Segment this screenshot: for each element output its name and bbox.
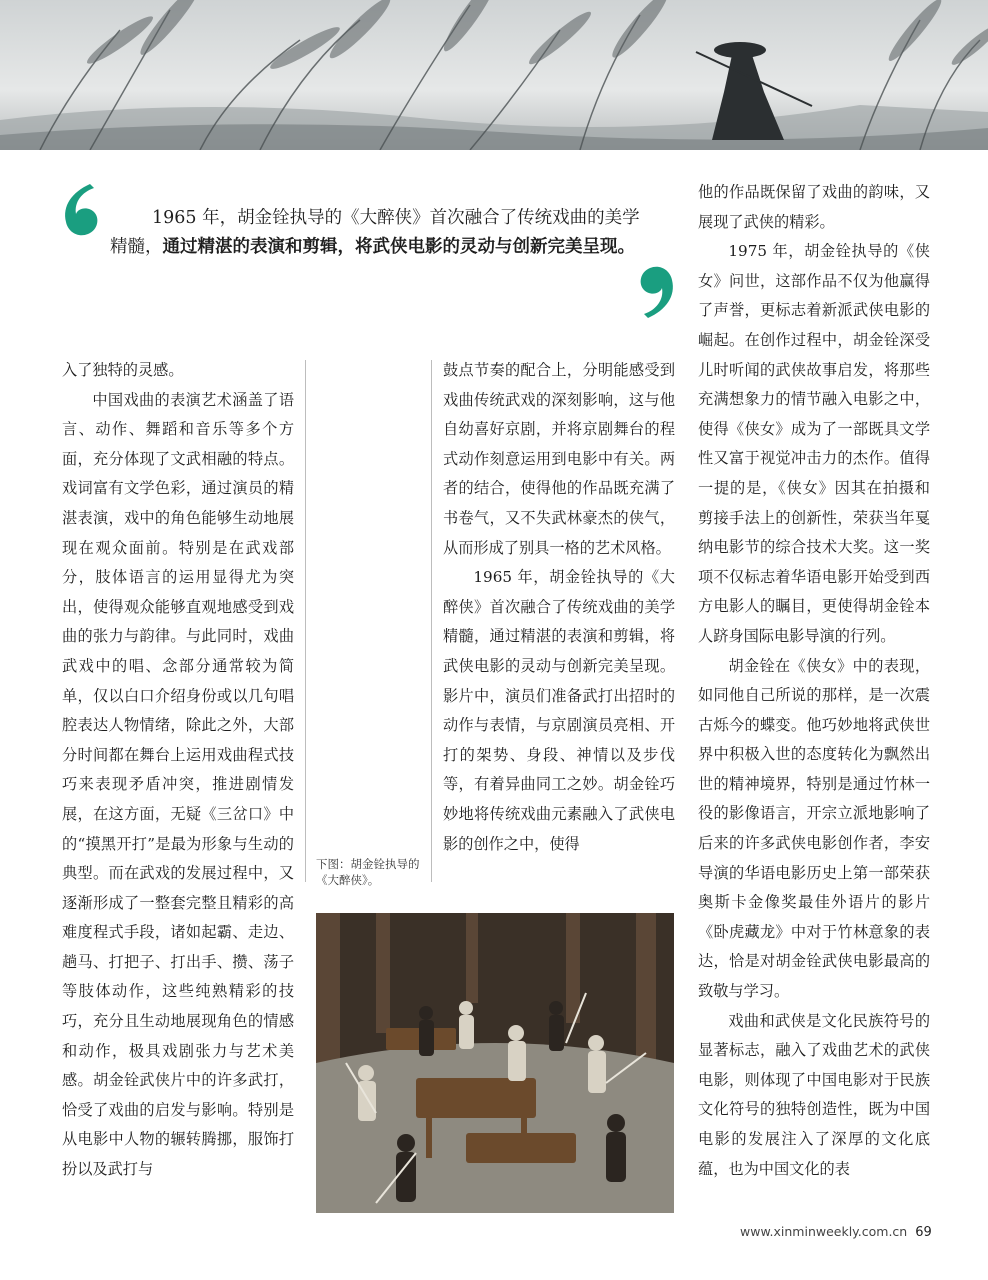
paragraph: 戏曲和武侠是文化民族符号的显著标志，融入了戏曲艺术的武侠电影，则体现了中国电影对于民族文化符号的独特创造性，既为中国电影的发展注入了深厚的文化底蕴，也为中国文化的表: [698, 1011, 930, 1178]
paragraph: 中国戏曲的表演艺术涵盖了语言、动作、舞蹈和音乐等多个方面，充分体现了文武相融的特点。戏词富有文学色彩，通过演员的精湛表演，戏中的角色能够生动地展现在观众面前。特别是在武戏部分，肢体语言的运用显得尤为突出，使得观众能够直观地感受到戏曲的张力与韵律。与此同时，戏曲武戏中的唱、念部分通常较为简单，仅以白口介绍身份或以几句唱腔表达人物情绪，除此之外，大部分时间都在舞台上运用戏曲程式技巧来表现矛盾冲突，推进剧情发展，在这方面，无疑《三岔口》中的“摸黑开打”是最为形象与生动的典型。而在武戏的发展过程中，又逐渐形成了一整套完整且精彩的高难度程式手段，诸如起霸、走边、趟马、打把子、打出手、攒、荡子等肢体动作，这些纯熟精彩的技巧，充分且生动地展现角色的情感和动作，极具戏剧张力与艺术美感。胡金铨武侠片中的许多武打，恰受了戏曲的启发与影响。特别是从电影中人物的辗转腾挪，服饰打扮以及武打与: [62, 390, 294, 1179]
paragraph: 入了独特的灵感。: [62, 361, 184, 379]
close-quote-icon: [632, 264, 678, 320]
article-column-3: [698, 178, 930, 1184]
website-url: www.xinminweekly.com.cn: [740, 1224, 908, 1239]
column-divider: [305, 360, 306, 882]
pull-quote-text: [110, 204, 650, 262]
paragraph: 胡金铨在《侠女》中的表现，如同他自己所说的那样，是一次震古烁今的蝶变。他巧妙地将武侠世界中积极入世的态度转化为飘然出世的精神境界，特别是通过竹林一役的影像语言，开宗立派地影响了后来的许多武侠电影创作者，李安导演的华语电影历史上第一部荣获奥斯卡金像奖最佳外语片的影片《卧虎藏龙》中对于竹林意象的表达，恰是对胡金铨武侠电影最高的致敬与学习。: [698, 656, 930, 1001]
column-divider: [431, 360, 432, 882]
pull-quote-normal: 1965 年，胡金铨执导的《大醉侠》首次融合了传统戏曲的美学精髓，: [110, 208, 640, 257]
paragraph: 1965 年，胡金铨执导的《大醉侠》首次融合了传统戏曲的美学精髓，通过精湛的表演和剪辑，将武侠电影的灵动与创新完美呈现。影片中，演员们准备武打出招时的动作与表情，与京剧演员亮相、开打的架势、身段、神情以及步伐等，有着异曲同工之妙。胡金铨巧妙地将传统戏曲元素融入了武侠电影的创作之中，使得: [443, 568, 675, 853]
photo-caption: 下图：胡金铨执导的《大醉侠》。: [316, 857, 420, 887]
page-number: 69: [915, 1225, 932, 1240]
open-quote-icon: [60, 182, 108, 238]
article-column-1: [62, 356, 294, 1185]
paragraph: 1975 年，胡金铨执导的《侠女》问世，这部作品不仅为他赢得了声誉，更标志着新派武侠电影的崛起。在创作过程中，胡金铨深受儿时听闻的武侠故事启发，将那些充满想象力的情节融入电影之中，使得《侠女》成为了一部既具文学性又富于视觉冲击力的杰作。值得一提的是，《侠女》因其在拍摄和剪接手法上的创新性，荣获当年戛纳电影节的综合技术大奖。这一奖项不仅标志着华语电影开始受到西方电影人的瞩目，更使得胡金铨本人跻身国际电影导演的行列。: [698, 242, 930, 645]
pull-quote-bold: 通过精湛的表演和剪辑，将武侠电影的灵动与创新完美呈现。: [162, 237, 635, 257]
film-still-photo: [316, 913, 674, 1213]
ink-painting-swordsman: [0, 0, 988, 150]
paragraph: 鼓点节奏的配合上，分明能感受到戏曲传统武戏的深刻影响，这与他自幼喜好京剧，并将京剧舞台的程式动作刻意运用到电影中有关。两者的结合，使得他的作品既充满了书卷气，又不失武林豪杰的侠气，从而形成了别具一格的艺术风格。: [443, 361, 675, 557]
inn-fight-scene: [316, 913, 674, 1213]
paragraph: 他的作品既保留了戏曲的韵味，又展现了武侠的精彩。: [698, 183, 930, 231]
article-column-2: [443, 356, 675, 859]
page-footer: [740, 1224, 932, 1240]
header-banner-image: [0, 0, 988, 150]
